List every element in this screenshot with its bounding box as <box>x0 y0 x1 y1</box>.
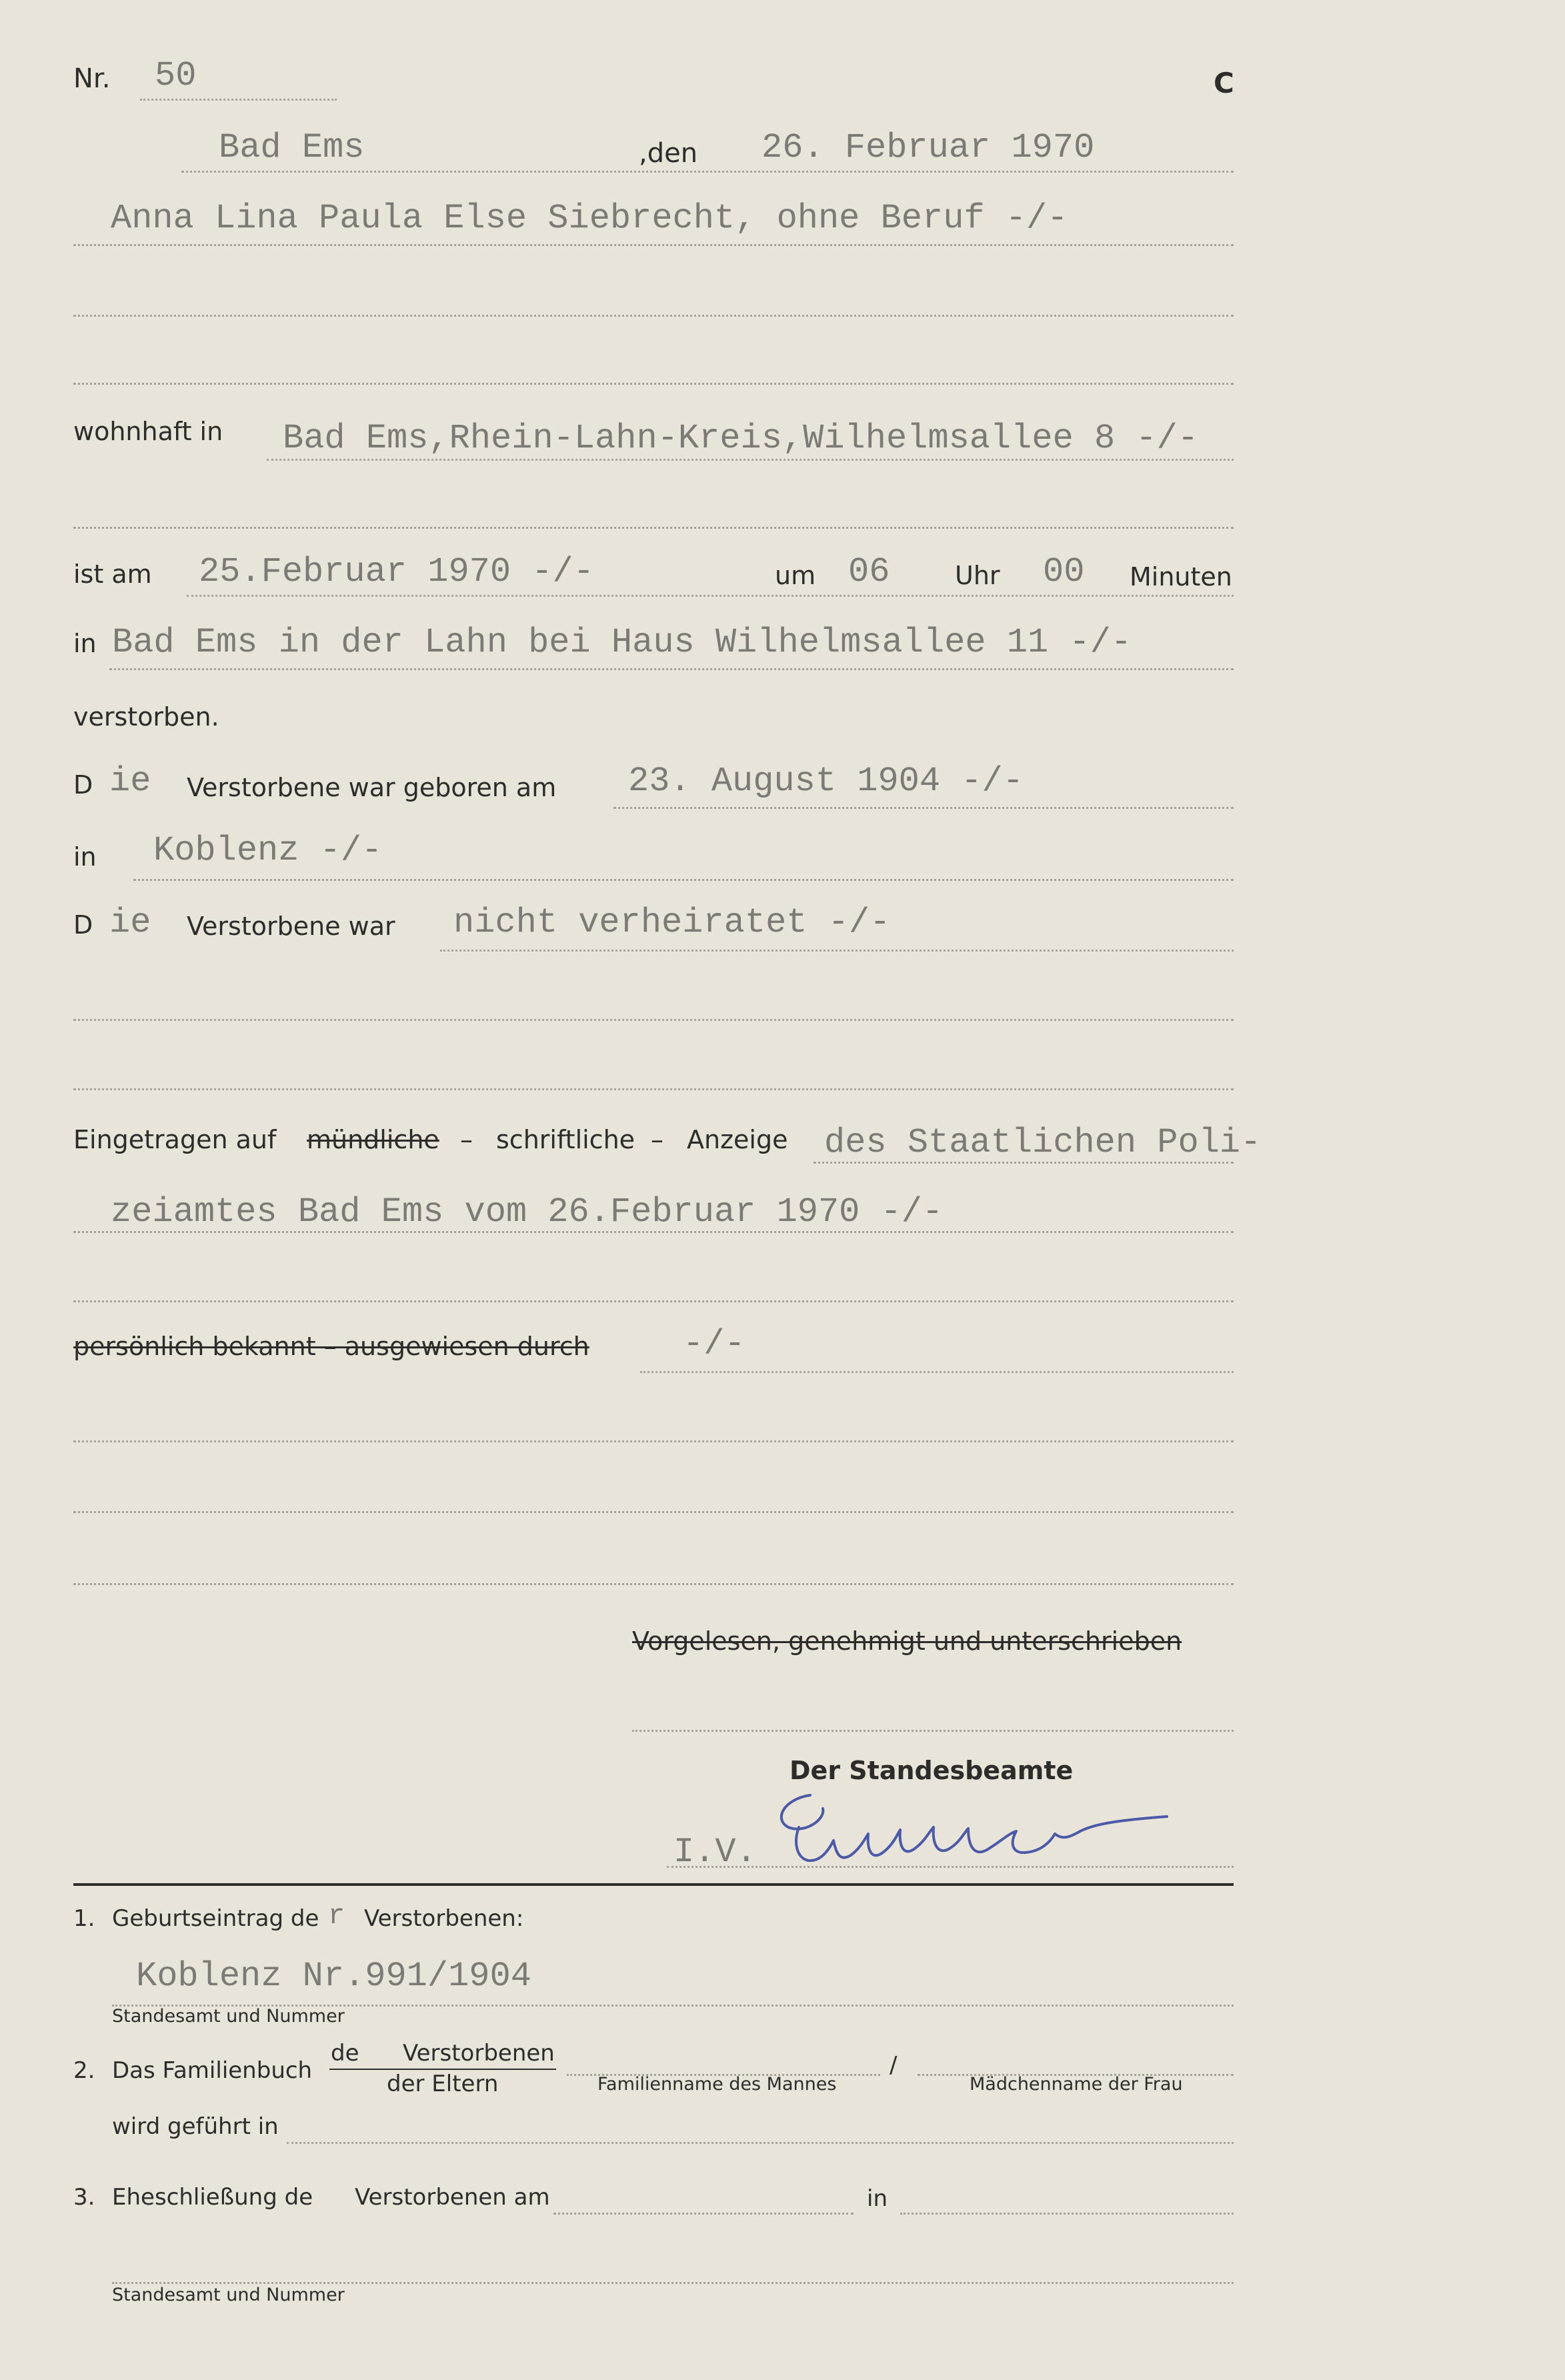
marital-label: Verstorbene war <box>187 912 395 941</box>
dash-1: – <box>460 1125 473 1154</box>
deceased-name: Anna Lina Paula Else Siebrecht, ohne Beruf -/- <box>111 199 1068 238</box>
note-1-number: 1. <box>73 1905 95 1932</box>
note-3-in: in <box>867 2185 888 2212</box>
uhr-label: Uhr <box>955 561 1000 590</box>
identification-line <box>640 1371 1234 1373</box>
place-date-line <box>181 171 1234 173</box>
note-3-date-line <box>553 2213 854 2215</box>
birth-date: 23. August 1904 -/- <box>628 762 1024 801</box>
handwritten-signature-icon <box>767 1787 1180 1887</box>
note-3-line <box>112 2282 1234 2284</box>
note-2-wird: wird geführt in <box>112 2113 279 2140</box>
note-3-text-2: Verstorbenen am <box>355 2184 550 2211</box>
vorgelesen-struck: Vorgelesen, genehmigt und unterschrieben <box>632 1626 1182 1656</box>
note-1-text-2: Verstorbenen: <box>364 1905 524 1932</box>
note-2-caption-wife: Mädchenname der Frau <box>970 2074 1183 2095</box>
registration-dotted-1 <box>814 1162 1234 1164</box>
ist-am-label: ist am <box>73 559 152 589</box>
signature-blank-line <box>632 1730 1234 1732</box>
eingetragen-label: Eingetragen auf <box>73 1125 277 1154</box>
section-separator <box>73 1883 1234 1886</box>
birth-ie-typed: ie <box>109 762 151 801</box>
marital-line-3 <box>73 1088 1234 1090</box>
identification-value: -/- <box>683 1324 745 1364</box>
muendliche-struck: mündliche <box>307 1125 439 1154</box>
birth-place-line <box>133 879 1234 881</box>
note-3-number: 3. <box>73 2184 95 2211</box>
note-2-frac-top-a: de <box>331 2040 359 2067</box>
marital-line-2 <box>73 1019 1234 1021</box>
death-hour: 06 <box>848 552 890 591</box>
registration-line-1: des Staatlichen Poli- <box>824 1123 1262 1162</box>
identification-struck: persönlich bekannt – ausgewiesen durch <box>73 1332 589 1361</box>
dash-2: – <box>651 1125 663 1154</box>
death-place: Bad Ems in der Lahn bei Haus Wilhelmsallee 11 -/- <box>112 623 1132 662</box>
blank-line-3 <box>73 1583 1234 1585</box>
marital-ie-typed: ie <box>109 903 151 942</box>
note-3-place-line <box>900 2213 1234 2215</box>
nr-label: Nr. <box>73 63 111 94</box>
iv-label: I.V. <box>673 1833 757 1872</box>
registration-dotted-2 <box>73 1231 1234 1233</box>
death-in-label: in <box>73 629 97 658</box>
anzeige-label: Anzeige <box>687 1125 788 1154</box>
note-2-wird-line <box>287 2142 1234 2144</box>
name-line-1 <box>73 244 1234 246</box>
um-label: um <box>775 561 816 590</box>
registration-dotted-3 <box>73 1300 1234 1302</box>
residence-line-2 <box>73 527 1234 529</box>
marital-d-letter: D <box>73 910 93 940</box>
marital-line <box>440 950 1234 952</box>
form-letter: C <box>1214 67 1234 99</box>
death-date-line <box>187 595 1234 597</box>
document-date: 26. Februar 1970 <box>761 128 1095 167</box>
birth-register-entry: Koblenz Nr.991/1904 <box>136 1957 531 1996</box>
blank-line-2 <box>73 1511 1234 1513</box>
note-3-caption: Standesamt und Nummer <box>112 2285 345 2305</box>
name-line-2 <box>73 315 1234 317</box>
birth-d-letter: D <box>73 770 93 800</box>
residence-value: Bad Ems,Rhein-Lahn-Kreis,Wilhelmsallee 8 -/- <box>283 419 1199 458</box>
birth-in-label: in <box>73 842 97 872</box>
birth-date-line <box>613 807 1234 809</box>
verstorben-label: verstorben. <box>73 702 219 732</box>
note-2-frac-top-b: Verstorbenen <box>403 2040 555 2067</box>
note-1-caption: Standesamt und Nummer <box>112 2006 345 2027</box>
schriftliche-label: schriftliche <box>496 1125 635 1154</box>
blank-line-1 <box>73 1440 1234 1442</box>
standesbeamte-label: Der Standesbeamte <box>790 1756 1074 1785</box>
note-1-text: Geburtseintrag de <box>112 1905 319 1932</box>
birth-place: Koblenz -/- <box>153 831 383 870</box>
note-3-text: Eheschließung de <box>112 2184 313 2211</box>
note-2-fraction-bar <box>329 2069 556 2070</box>
residence-line <box>267 459 1234 461</box>
entry-number: 50 <box>155 56 197 95</box>
note-2-text: Das Familienbuch <box>112 2057 313 2084</box>
note-2-frac-bottom: der Eltern <box>387 2071 499 2097</box>
residence-label: wohnhaft in <box>73 417 223 446</box>
note-2-number: 2. <box>73 2057 95 2084</box>
nr-dotted-line <box>140 99 337 101</box>
death-minute: 00 <box>1043 552 1085 591</box>
note-1-typed-r: r <box>328 1900 345 1932</box>
note-2-slash: / <box>890 2052 898 2079</box>
registration-line-2: zeiamtes Bad Ems vom 26.Februar 1970 -/- <box>111 1192 944 1232</box>
place-name: Bad Ems <box>219 128 365 167</box>
marital-status: nicht verheiratet -/- <box>453 903 891 942</box>
birth-label: Verstorbene war geboren am <box>187 773 557 802</box>
death-place-line <box>109 668 1234 670</box>
minuten-label: Minuten <box>1130 562 1232 591</box>
name-line-3 <box>73 383 1234 385</box>
den-label: ,den <box>639 138 698 169</box>
death-date: 25.Februar 1970 -/- <box>199 552 594 591</box>
note-2-caption-husband: Familienname des Mannes <box>597 2074 837 2095</box>
